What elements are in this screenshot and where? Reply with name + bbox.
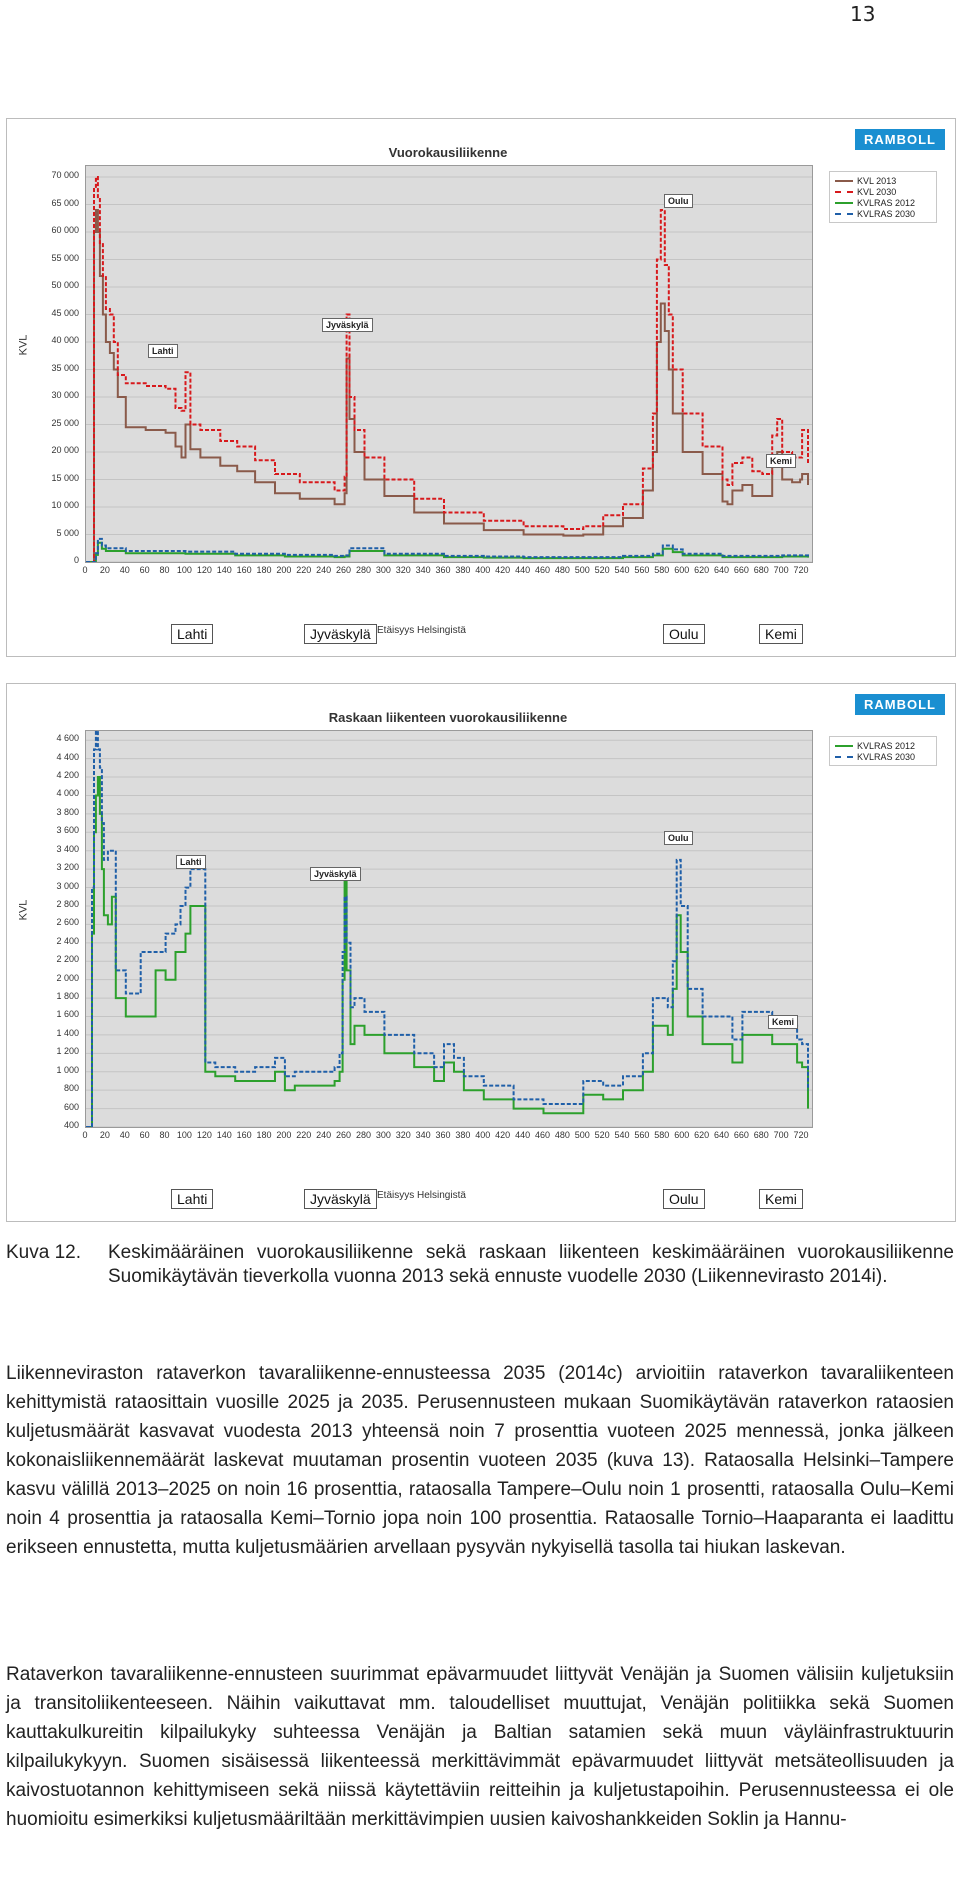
- city-box-jyvaskyla: Jyväskylä: [304, 1189, 377, 1209]
- x-tick-label: 0: [82, 565, 88, 575]
- legend-label: KVLRAS 2030: [857, 751, 916, 762]
- y-tick-label: 4 200: [56, 770, 79, 781]
- y-tick-label: 55 000: [51, 252, 79, 263]
- y-tick-label: 1 000: [56, 1064, 79, 1075]
- x-tick-label: 720: [793, 565, 809, 575]
- y-axis-label: KVL: [17, 334, 30, 356]
- city-box-oulu: Oulu: [663, 1189, 705, 1209]
- x-tick-label: 80: [159, 1130, 170, 1140]
- x-tick-label: 280: [355, 1130, 371, 1140]
- legend-item: [835, 740, 931, 751]
- x-tick-label: 500: [574, 1130, 590, 1140]
- x-tick-label: 580: [654, 565, 670, 575]
- legend-item: [835, 751, 931, 762]
- y-tick-label: 10 000: [51, 500, 79, 510]
- y-tick-label: 1 800: [56, 991, 79, 1002]
- x-tick-label: 720: [793, 1130, 809, 1140]
- x-tick-label: 480: [554, 565, 570, 575]
- x-tick-label: 120: [196, 1130, 212, 1140]
- x-tick-label: 600: [674, 565, 690, 575]
- chart-title: Vuorokausiliikenne: [388, 145, 508, 160]
- body-paragraph: Liikenneviraston rataverkon tavaraliikenne-ennusteessa 2035 (2014c) arvioitiin rataverkon tavaraliikenteen kehittymistä rataosittain vuosille 2025 ja 2035. Perusennusteen mukaan Suomikäytävän rataverkon rataosien kuljetusmäärät kasvavat vuodesta 2013 yhteensä noin 7 prosenttia vuoteen 2025 mennessä, jonka jälkeen kokonaisliikennemäärät laskevat muutaman prosentin vuoteen 2035 (kuva 13). Rataosalla Helsinki–Tampere kasvu välillä 2013–2025 on noin 16 prosenttia, rataosalla Tampere–Oulu noin 1 prosentti, rataosalla Oulu–Kemi noin 4 prosenttia ja rataosalla Kemi–Tornio jopa noin 100 prosenttia. Rataosalle Tornio–Haaparanta ei laadittu erikseen ennustetta, mutta kuljetusmäärien arvellaan pysyvän nykyisellä tasolla tai hiukan laskevan.: [6, 1363, 954, 1558]
- x-tick-label: 660: [733, 565, 749, 575]
- x-tick-label: 440: [515, 565, 531, 575]
- x-tick-label: 300: [375, 1130, 391, 1140]
- y-tick-label: 70 000: [51, 170, 79, 180]
- city-box-lahti: Lahti: [171, 1189, 213, 1209]
- city-box-jyvaskyla: Jyväskylä: [304, 624, 377, 644]
- x-tick-label: 260: [336, 1130, 352, 1140]
- city-box-kemi: Kemi: [759, 1189, 803, 1209]
- x-tick-label: 540: [614, 565, 630, 575]
- x-tick-label: 540: [614, 1130, 630, 1140]
- y-tick-label: 2 400: [56, 935, 79, 946]
- page-number: 13: [850, 2, 876, 26]
- x-tick-label: 20: [99, 1130, 110, 1140]
- y-tick-label: 2 000: [56, 972, 79, 983]
- legend-item: [835, 186, 931, 197]
- figure-caption: [6, 1241, 954, 1289]
- x-tick-label: 480: [554, 1130, 570, 1140]
- series-line-kvlras-2012: [86, 777, 808, 1127]
- x-tick-label: 360: [435, 565, 451, 575]
- line-chart: [86, 731, 812, 1127]
- plot-label-oulu: Oulu: [664, 831, 693, 845]
- x-tick-label: 680: [753, 1130, 769, 1140]
- y-tick-label: 15 000: [51, 472, 79, 483]
- x-tick-label: 240: [316, 565, 332, 575]
- x-tick-label: 200: [276, 1130, 292, 1140]
- x-tick-label: 140: [216, 565, 232, 575]
- legend-swatch: [835, 756, 853, 758]
- x-tick-label: 340: [415, 1130, 431, 1140]
- body-paragraph: Rataverkon tavaraliikenne-ennusteen suurimmat epävarmuudet liittyvät Venäjän ja Suomen välisiin kuljetuksiin ja transitoliikenteeseen. Näihin vaikuttavat mm. taloudelliset muuttujat, Venäjän politiikka sekä Suomen kauttakulkureitin kilpailukyky suhteessa Venäjän ja Baltian satamien sekä muun väyläinfrastruktuurin kilpailukykyyn. Suomen sisäisessä liikenteessä merkittävimmät epävarmuudet liittyvät metsäteollisuuden ja kaivostuotannon kehittymiseen sekä niissä käytettäviin reitteihin ja kuljetustapoihin. Perusennusteessa ei ole huomioitu esimerkiksi kuljetusmääriltään merkittävimpien uusien kaivoshankkeiden Soklin ja Hannu-: [6, 1664, 954, 1830]
- x-tick-label: 680: [753, 565, 769, 575]
- series-line-kvlras-2030: [86, 731, 808, 1127]
- x-tick-label: 640: [713, 565, 729, 575]
- y-tick-label: 3 600: [56, 825, 79, 836]
- plot-label-lahti: Lahti: [148, 344, 178, 358]
- x-tick-label: 340: [415, 565, 431, 575]
- x-tick-label: 120: [196, 565, 212, 575]
- x-tick-label: 600: [674, 1130, 690, 1140]
- y-tick-label: 600: [63, 1101, 79, 1112]
- x-tick-label: 320: [395, 565, 411, 575]
- y-tick-label: 0: [73, 555, 79, 565]
- x-tick-label: 360: [435, 1130, 451, 1140]
- x-tick-label: 420: [495, 565, 511, 575]
- x-tick-label: 500: [574, 565, 590, 575]
- x-tick-label: 180: [256, 565, 272, 575]
- city-box-lahti: Lahti: [171, 624, 213, 644]
- plot-label-jyvaskyla: Jyväskylä: [322, 318, 373, 332]
- y-tick-label: 4 600: [56, 733, 79, 744]
- figure-traffic-volume: [6, 118, 956, 657]
- x-tick-label: 240: [316, 1130, 332, 1140]
- x-tick-label: 80: [159, 565, 170, 575]
- legend-swatch: [835, 191, 853, 193]
- y-tick-label: 2 200: [56, 954, 79, 965]
- y-axis-label: KVL: [17, 899, 30, 921]
- y-tick-label: 3 400: [56, 843, 79, 854]
- x-tick-label: 100: [176, 1130, 192, 1140]
- y-tick-label: 60 000: [51, 225, 79, 235]
- x-tick-label: 520: [594, 565, 610, 575]
- x-tick-label: 560: [634, 565, 650, 575]
- y-tick-label: 25 000: [51, 417, 79, 428]
- line-chart: [86, 166, 812, 562]
- plot-label-kemi: Kemi: [766, 454, 796, 468]
- x-tick-label: 280: [355, 565, 371, 575]
- x-tick-label: 380: [455, 565, 471, 575]
- y-tick-label: 20 000: [51, 445, 79, 455]
- ramboll-logo: RAMBOLL: [855, 129, 945, 150]
- y-tick-label: 400: [63, 1120, 79, 1130]
- x-tick-label: 220: [296, 1130, 312, 1140]
- x-axis-label: Etäisyys Helsingistä: [377, 1190, 466, 1201]
- y-tick-label: 2 800: [56, 898, 79, 909]
- x-tick-label: 20: [99, 565, 110, 575]
- y-tick-label: 1 600: [56, 1009, 79, 1020]
- x-tick-label: 100: [176, 565, 192, 575]
- legend-label: KVLRAS 2012: [857, 740, 916, 751]
- y-tick-label: 3 200: [56, 862, 79, 873]
- y-tick-label: 50 000: [51, 280, 79, 290]
- y-tick-label: 4 400: [56, 751, 79, 762]
- city-box-kemi: Kemi: [759, 624, 803, 644]
- x-tick-label: 460: [534, 565, 550, 575]
- x-tick-label: 580: [654, 1130, 670, 1140]
- y-tick-label: 2 600: [56, 917, 79, 928]
- x-tick-label: 160: [236, 565, 252, 575]
- y-tick-label: 40 000: [51, 335, 79, 345]
- y-tick-label: 45 000: [51, 307, 79, 318]
- x-tick-label: 520: [594, 1130, 610, 1140]
- plot-area: [85, 730, 813, 1128]
- chart-title: Raskaan liikenteen vuorokausiliikenne: [328, 710, 568, 725]
- x-tick-label: 640: [713, 1130, 729, 1140]
- y-tick-label: 3 800: [56, 806, 79, 817]
- x-axis-label: Etäisyys Helsingistä: [377, 625, 466, 636]
- plot-label-jyvaskyla: Jyväskylä: [310, 867, 361, 881]
- x-tick-label: 220: [296, 565, 312, 575]
- y-tick-label: 1 400: [56, 1027, 79, 1038]
- legend-swatch: [835, 213, 853, 215]
- x-tick-label: 700: [773, 1130, 789, 1140]
- y-tick-label: 1 200: [56, 1046, 79, 1057]
- x-tick-label: 60: [139, 1130, 150, 1140]
- chart-legend: [829, 171, 937, 223]
- x-tick-label: 420: [495, 1130, 511, 1140]
- city-box-oulu: Oulu: [663, 624, 705, 644]
- x-tick-label: 380: [455, 1130, 471, 1140]
- x-tick-label: 620: [694, 565, 710, 575]
- x-tick-label: 200: [276, 565, 292, 575]
- x-tick-label: 460: [534, 1130, 550, 1140]
- x-tick-label: 440: [515, 1130, 531, 1140]
- x-tick-label: 320: [395, 1130, 411, 1140]
- legend-label: KVLRAS 2012: [857, 197, 916, 208]
- x-tick-label: 140: [216, 1130, 232, 1140]
- x-tick-label: 160: [236, 1130, 252, 1140]
- plot-area: [85, 165, 813, 563]
- ramboll-logo: RAMBOLL: [855, 694, 945, 715]
- x-tick-label: 260: [336, 565, 352, 575]
- plot-label-lahti: Lahti: [176, 855, 206, 869]
- series-line-kvl-2013: [86, 210, 808, 562]
- y-tick-label: 35 000: [51, 362, 79, 373]
- x-tick-label: 40: [119, 565, 130, 575]
- series-line-kvlras-2030: [86, 539, 808, 562]
- legend-swatch: [835, 202, 853, 204]
- x-tick-label: 0: [82, 1130, 88, 1140]
- y-tick-label: 800: [63, 1083, 79, 1094]
- caption-number: Kuva 12.: [6, 1242, 81, 1263]
- caption-text: Keskimääräinen vuorokausiliikenne sekä raskaan liikenteen keskimääräinen vuorokausiliikenne Suomikäytävän tieverkolla vuonna 2013 sekä ennuste vuodelle 2030 (Liikennevirasto 2014i).: [108, 1242, 954, 1287]
- y-tick-label: 30 000: [51, 390, 79, 400]
- x-tick-label: 660: [733, 1130, 749, 1140]
- legend-item: [835, 175, 931, 186]
- figure-heavy-traffic: [6, 683, 956, 1222]
- plot-label-kemi: Kemi: [768, 1015, 798, 1029]
- x-tick-label: 560: [634, 1130, 650, 1140]
- y-tick-label: 3 000: [56, 880, 79, 891]
- legend-label: KVL 2013: [857, 175, 897, 186]
- legend-label: KVL 2030: [857, 186, 897, 197]
- y-tick-label: 65 000: [51, 197, 79, 208]
- legend-item: [835, 197, 931, 208]
- legend-swatch: [835, 180, 853, 182]
- y-tick-label: 4 000: [56, 788, 79, 799]
- legend-label: KVLRAS 2030: [857, 208, 916, 219]
- y-tick-label: 5 000: [56, 527, 79, 538]
- x-tick-label: 300: [375, 565, 391, 575]
- x-tick-label: 400: [475, 565, 491, 575]
- x-tick-label: 700: [773, 565, 789, 575]
- plot-label-oulu: Oulu: [664, 194, 693, 208]
- x-tick-label: 40: [119, 1130, 130, 1140]
- legend-item: [835, 208, 931, 219]
- x-tick-label: 180: [256, 1130, 272, 1140]
- x-tick-label: 60: [139, 565, 150, 575]
- x-tick-label: 620: [694, 1130, 710, 1140]
- chart-legend: [829, 736, 937, 766]
- legend-swatch: [835, 745, 853, 747]
- x-tick-label: 400: [475, 1130, 491, 1140]
